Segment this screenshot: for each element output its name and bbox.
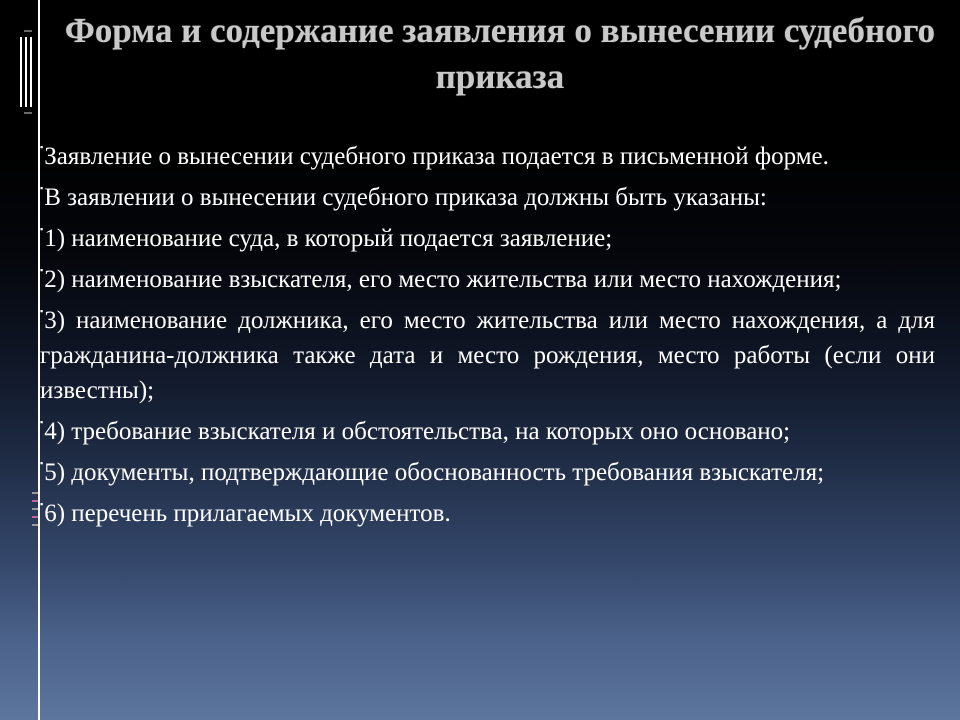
bullet-icon: ▪ [40, 224, 44, 234]
list-item [40, 180, 935, 215]
list-item-text: 4) требование взыскателя и обстоятельства, на которых оно основано; [44, 418, 791, 445]
list-item [40, 262, 935, 297]
list-item [40, 303, 935, 408]
decor-vertical-stripe [25, 37, 27, 107]
bullet-icon: ▪ [40, 265, 44, 275]
decor-horizontal-stripe [24, 112, 32, 114]
list-item-text: 1) наименование суда, в который подается заявление; [44, 225, 613, 252]
decor-tick [32, 492, 38, 494]
bullet-icon: ▪ [40, 458, 44, 468]
list-item-text: 2) наименование взыскателя, его место жительства или место нахождения; [44, 266, 842, 293]
list-item-text: В заявлении о вынесении судебного приказа должны быть указаны: [44, 184, 767, 211]
bullet-icon: ▪ [40, 183, 44, 193]
bullet-icon: ▪ [40, 499, 44, 509]
decor-tick-accent [32, 516, 38, 518]
bullet-icon: ▪ [40, 142, 44, 152]
bullet-icon: ▪ [40, 417, 44, 427]
decor-tick-accent [32, 500, 38, 502]
list-item [40, 221, 935, 256]
list-item-text: 6) перечень прилагаемых документов. [44, 500, 451, 527]
list-item [40, 139, 935, 174]
list-item [40, 455, 935, 490]
list-item-text: 5) документы, подтверждающие обоснованность требования взыскателя; [44, 459, 825, 486]
list-item-text: Заявление о вынесении судебного приказа подается в письменной форме. [44, 143, 829, 170]
content-list [40, 139, 935, 537]
list-item [40, 496, 935, 531]
decor-horizontal-stripe [24, 30, 32, 32]
decor-vertical-stripe [20, 37, 22, 107]
list-item-text: 3) наименование должника, его место жительства или место нахождения, а для гражданина-должника также дата и место рождения, место работы (если они известны); [40, 307, 935, 404]
slide-title: Форма и содержание заявления о вынесении судебного приказа [64, 11, 936, 96]
decor-vertical-stripe [30, 37, 32, 107]
list-item [40, 414, 935, 449]
decor-tick [32, 508, 38, 510]
bullet-icon: ▪ [40, 306, 44, 316]
decor-tick [32, 524, 38, 526]
